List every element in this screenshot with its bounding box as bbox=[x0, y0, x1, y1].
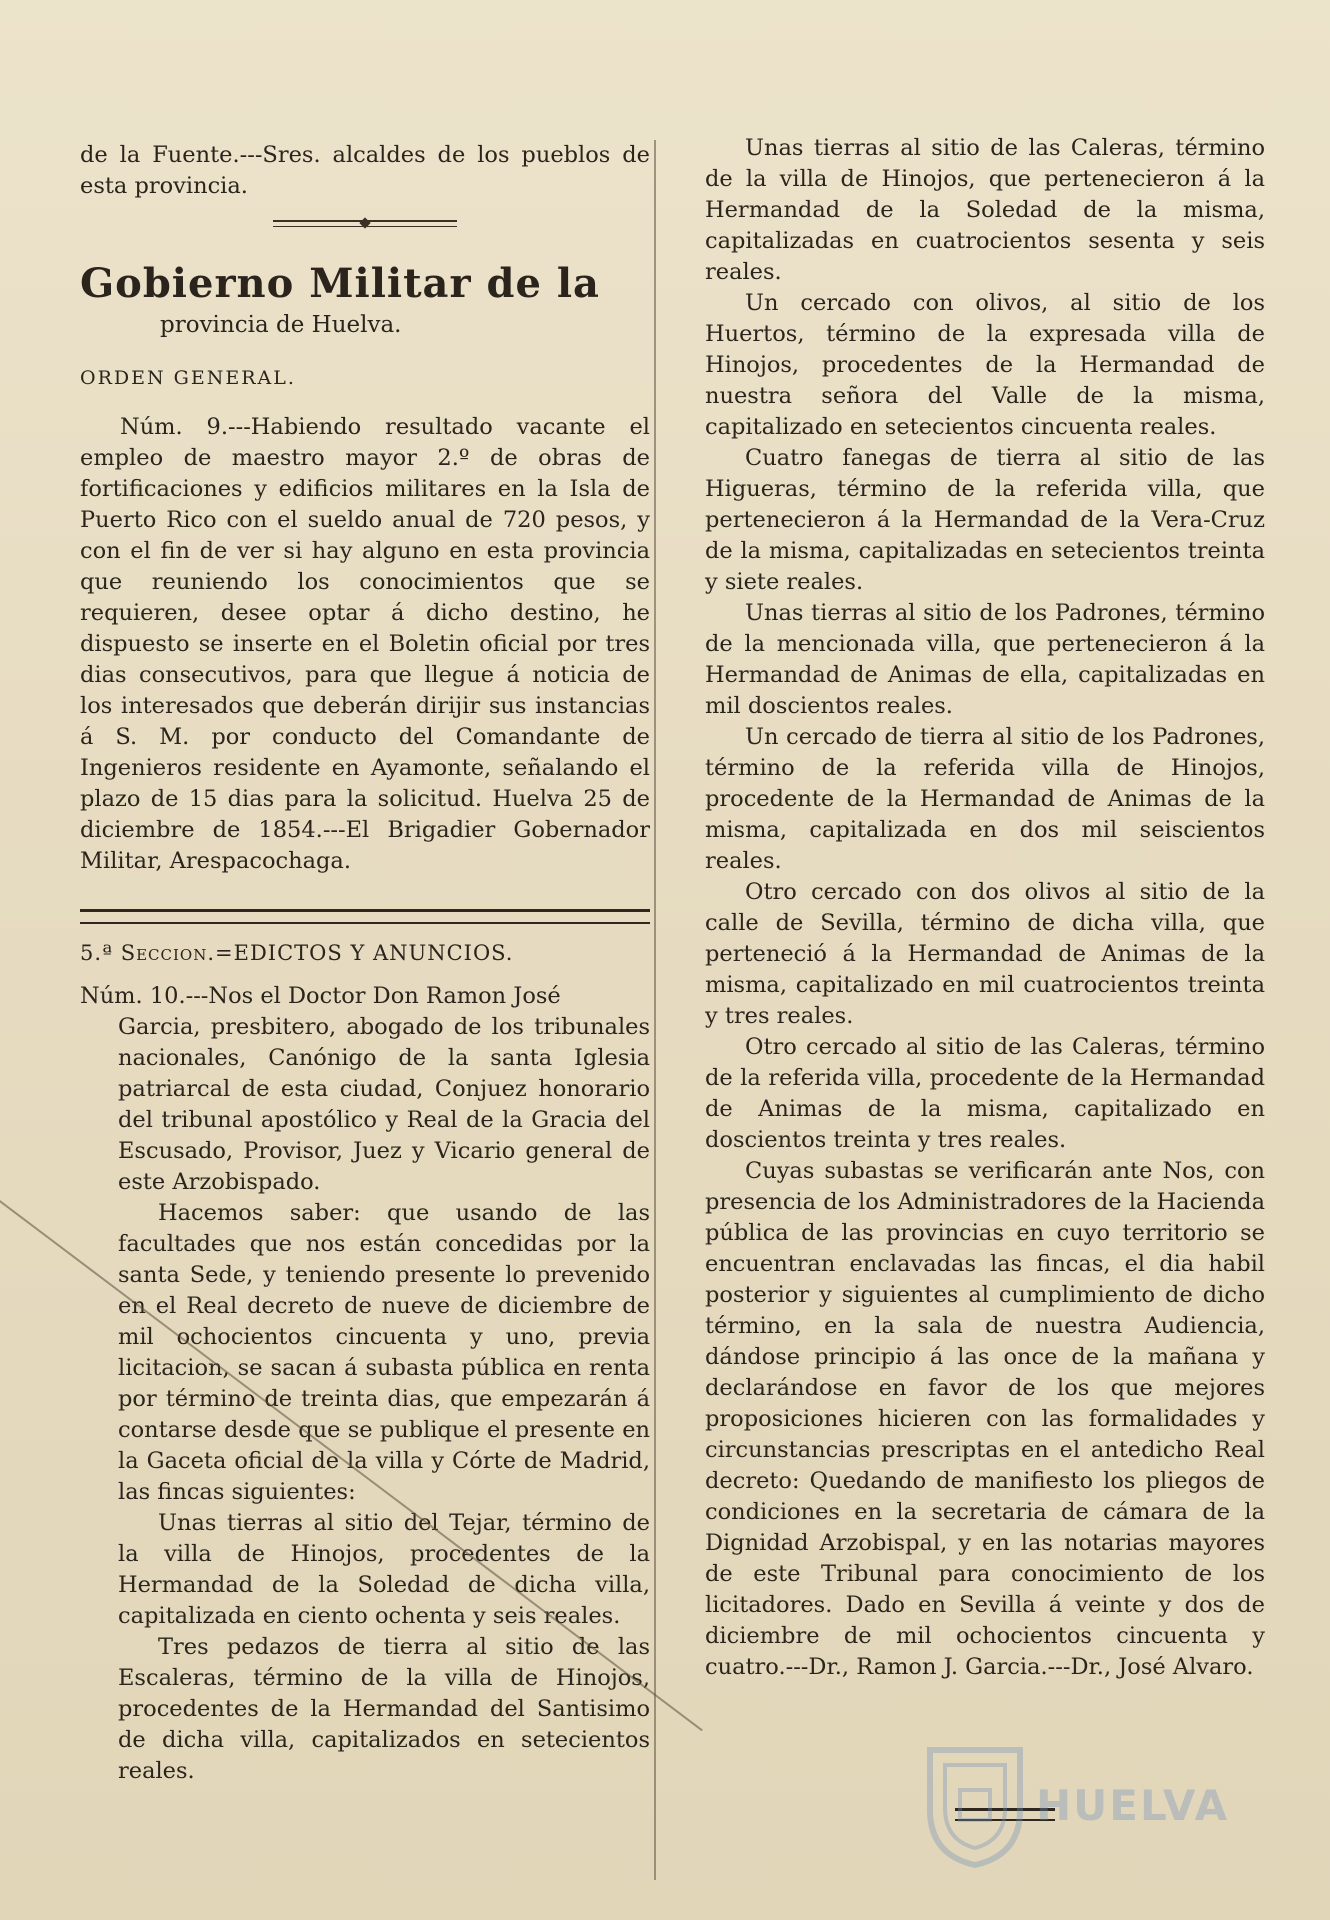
finca-item-9: Otro cercado al sitio de las Caleras, término de la referida villa, procedente de la Hermandad de Animas de la misma, capitalizado en doscientos treinta y tres reales. bbox=[705, 1034, 1265, 1153]
notice-num10-body: Garcia, presbitero, abogado de los tribunales nacionales, Canónigo de la santa Iglesia patriarcal de esta ciudad, Conjuez honorario del tribunal apostólico y Real de la Gracia del Escusado, Provisor, Juez y Vicario general de este Arzobispado. bbox=[118, 1014, 650, 1195]
shield-icon bbox=[920, 1740, 1030, 1870]
section-divider bbox=[80, 909, 650, 924]
carryover-text: de la Fuente.---Sres. alcaldes de los pueblos de esta provincia. bbox=[80, 142, 650, 199]
right-column bbox=[705, 0, 1265, 1683]
notice-num9: Núm. 9.---Habiendo resultado vacante el empleo de maestro mayor 2.º de obras de fortificaciones y edificios militares en la Isla de Puerto Rico con el sueldo anual de 720 pesos, y con el fin de ver si hay alguno en esta provincia que reuniendo los conocimientos que se requieren, desee optar á dicho destino, he dispuesto se inserte en el Boletin oficial por tres dias consecutivos, para que llegue á noticia de los interesados que deberán dirijir sus instancias á S. M. por conducto del Comandante de Ingenieros residente en Ayamonte, señalando el plazo de 15 dias para la solicitud. Huelva 25 de diciembre de 1854.---El Brigadier Gobernador Militar, Arespacochaga. bbox=[80, 414, 650, 874]
seccion-label: Seccion. bbox=[120, 941, 216, 965]
left-column bbox=[80, 0, 650, 1787]
closing-paragraph: Cuyas subastas se verificarán ante Nos, con presencia de los Administradores de la Hacienda pública de las provincias en cuyo territorio se encuentran enclavadas las fincas, el dia habil posterior y siguientes al cumplimiento de dicho término, en la sala de nuestra Audiencia, dándose principio á las once de la mañana y declarándose en favor de los que mejores proposiciones hicieren con las formalidades y circunstancias prescriptas en el antedicho Real decreto: Quedando de manifiesto los pliegos de condiciones en la secretaria de cámara de la Dignidad Arzobispal, y en las notarias mayores de este Tribunal para conocimiento de los licitadores. Dado en Sevilla á veinte y dos de diciembre de mil ochocientos cincuenta y cuatro.---Dr., Ramon J. Garcia.---Dr., José Alvaro. bbox=[705, 1158, 1265, 1680]
watermark-text: HUELVA bbox=[1036, 1780, 1230, 1830]
seccion-title: =EDICTOS Y ANUNCIOS. bbox=[215, 941, 514, 965]
seccion-heading bbox=[80, 938, 650, 969]
finca-item-8: Otro cercado con dos olivos al sitio de la calle de Sevilla, término de dicha villa, que perteneció á la Hermandad de Animas de la misma, capitalizado en mil cuatrocientos treinta y tres reales. bbox=[705, 879, 1265, 1029]
finca-item-5: Cuatro fanegas de tierra al sitio de las Higueras, término de la referida villa, que pertenecieron á la Hermandad de la Vera-Cruz de la misma, capitalizadas en setecientos treinta y siete reales. bbox=[705, 445, 1265, 595]
finca-item-3: Unas tierras al sitio de las Caleras, término de la villa de Hinojos, que pertenecieron á la Hermandad de la Soledad de la misma, capitalizadas en cuatrocientos sesenta y seis reales. bbox=[705, 135, 1265, 285]
orden-general-heading: ORDEN GENERAL. bbox=[80, 367, 296, 389]
watermark-logo bbox=[920, 1740, 1229, 1870]
section-heading-gobierno: Gobierno Militar de la bbox=[80, 260, 600, 307]
finca-item-6: Unas tierras al sitio de los Padrones, término de la mencionada villa, que pertenecieron á la Hermandad de Animas de ella, capitalizadas en mil doscientos reales. bbox=[705, 600, 1265, 719]
notice-num10-heading: Núm. 10.---Nos el Doctor Don Ramon José bbox=[80, 983, 561, 1009]
column-divider bbox=[654, 140, 656, 1880]
seccion-number: 5.ª bbox=[80, 941, 114, 965]
ornament-divider bbox=[80, 212, 650, 234]
finca-item-2: Tres pedazos de tierra al sitio de las Escaleras, término de la villa de Hinojos, procedentes de la Hermandad del Santisimo de dicha villa, capitalizados en setecientos reales. bbox=[118, 1634, 650, 1784]
finca-item-7: Un cercado de tierra al sitio de los Padrones, término de la referida villa de Hinojos, procedente de la Hermandad de Animas de la misma, capitalizada en dos mil seiscientos reales. bbox=[705, 724, 1265, 874]
finca-item-1: Unas tierras al sitio del Tejar, término de la villa de Hinojos, procedentes de la Hermandad de la Soledad de dicha villa, capitalizada en ciento ochenta y seis reales. bbox=[118, 1510, 650, 1629]
hacemos-saber-paragraph: Hacemos saber: que usando de las facultades que nos están concedidas por la santa Sede, y teniendo presente lo prevenido en el Real decreto de nueve de diciembre de mil ochocientos cincuenta y uno, previa licitacion, se sacan á subasta pública en renta por término de treinta dias, que empezarán á contarse desde que se publique el presente en la Gaceta oficial de la villa y Córte de Madrid, las fincas siguientes: bbox=[118, 1200, 650, 1505]
finca-item-4: Un cercado con olivos, al sitio de los Huertos, término de la expresada villa de Hinojos, procedentes de la Hermandad de nuestra señora del Valle de la misma, capitalizado en setecientos cincuenta reales. bbox=[705, 290, 1265, 440]
section-subheading: provincia de Huelva. bbox=[160, 312, 402, 338]
